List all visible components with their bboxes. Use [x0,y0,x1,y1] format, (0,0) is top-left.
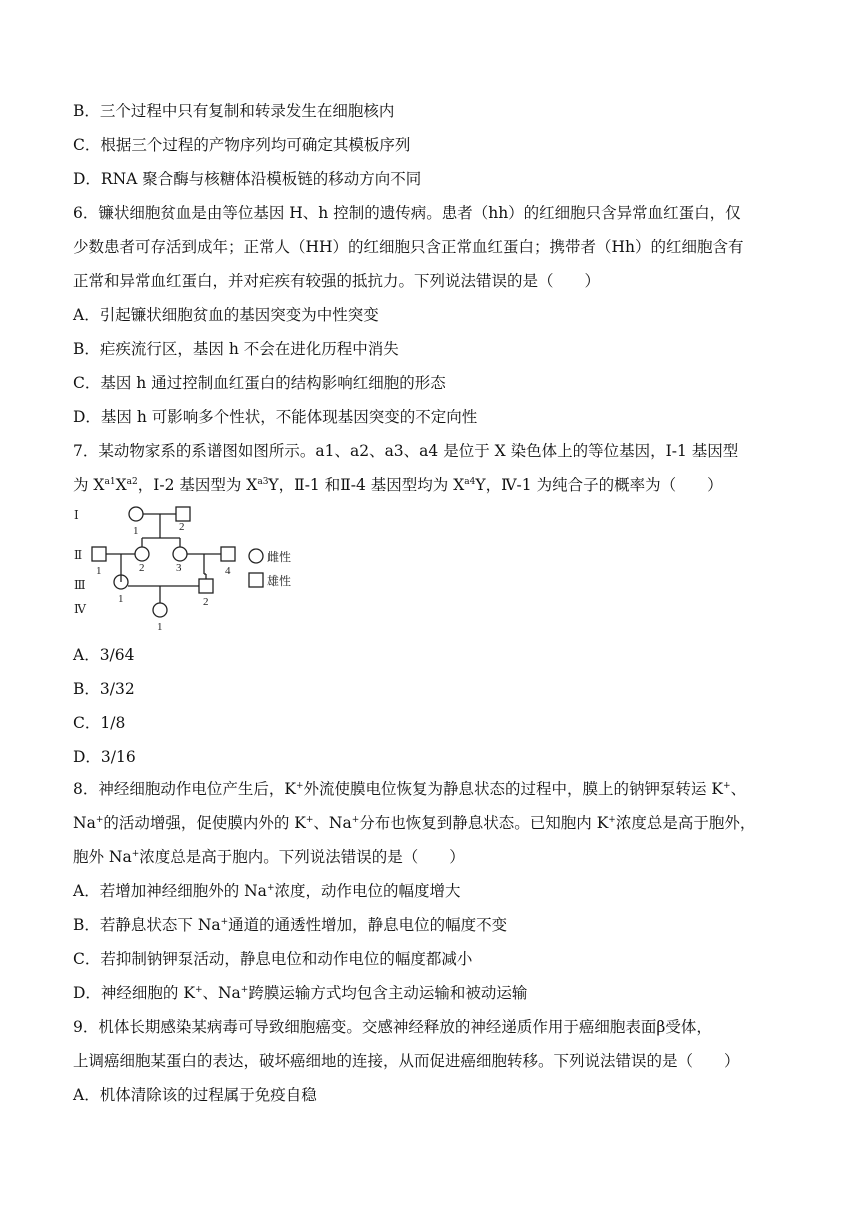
q8-stem-line3: 胞外 Na+浓度总是高于胞内。下列说法错误的是（ ） [73,848,465,866]
legend-male-symbol [249,573,263,587]
q7-option-a: A．3/64 [73,646,135,664]
pedigree-II-3-female [173,547,187,561]
q6-stem-line3: 正常和异常血红蛋白，并对疟疾有较强的抵抗力。下列说法错误的是（ ） [73,272,601,290]
q8-stem-line1: 8．神经细胞动作电位产生后，K+外流使膜电位恢复为静息状态的过程中，膜上的钠钾泵转运 K+、 [73,780,747,798]
svg-text:1: 1 [157,621,163,633]
gen-label-2: Ⅱ [74,548,83,562]
legend-female-label: 雌性 [267,550,292,564]
legend-female-symbol [249,549,263,563]
pedigree-II-4-male [221,547,235,561]
q6-option-d: D．基因 h 可影响多个性状，不能体现基因突变的不定向性 [73,408,478,426]
q7-stem-line2: 为 $X^{a1}X^{a2}$，Ⅰ-2 基因型为 $X^{a3}Y$，Ⅱ-1 和Ⅱ-4 基因型均为 $X^{a4}Y$，Ⅳ-1 为纯合子的概率为（ ） [73,476,723,494]
gen-label-1: Ⅰ [74,508,79,522]
pedigree-I-1-female [129,507,143,521]
pedigree-II-2-female [135,547,149,561]
q9-stem-line2: 上调癌细胞某蛋白的表达，破坏癌细地的连接，从而促进癌细胞转移。下列说法错误的是（ ） [73,1052,740,1070]
gen-label-4: Ⅳ [74,602,86,616]
svg-text:4: 4 [225,565,231,577]
gen-label-3: Ⅲ [74,578,86,592]
q8-option-d: D．神经细胞的 K+、Na+跨膜运输方式均包含主动运输和被动运输 [73,984,528,1002]
q5-option-d: D．RNA 聚合酶与核糖体沿模板链的移动方向不同 [73,170,422,188]
q8-option-b: B．若静息状态下 Na+通道的通透性增加，静息电位的幅度不变 [73,916,508,934]
svg-text:2: 2 [179,521,185,533]
q8-option-a: A．若增加神经细胞外的 Na+浓度，动作电位的幅度增大 [73,882,461,900]
pedigree-III-2-male [199,579,213,593]
svg-text:2: 2 [203,596,209,608]
svg-text:1: 1 [96,565,102,577]
legend-male-label: 雄性 [267,574,292,588]
svg-text:2: 2 [139,562,145,574]
q9-option-a: A．机体清除该的过程属于免疫自稳 [73,1086,317,1104]
q7-option-d: D．3/16 [73,748,136,766]
q9-stem-line1: 9．机体长期感染某病毒可导致细胞癌变。交感神经释放的神经递质作用于癌细胞表面β受体， [73,1018,712,1036]
q6-option-a: A．引起镰状细胞贫血的基因突变为中性突变 [73,306,379,324]
svg-text:3: 3 [176,562,182,574]
q6-stem-line1: 6．镰状细胞贫血是由等位基因 H、h 控制的遗传病。患者（hh）的红细胞只含异常血红蛋白，仅 [73,204,741,222]
q7-option-c: C．1/8 [73,714,126,732]
q5-option-b: B．三个过程中只有复制和转录发生在细胞核内 [73,102,395,120]
q6-stem-line2: 少数患者可存活到成年；正常人（HH）的红细胞只含正常血红蛋白；携带者（Hh）的红细胞含有 [73,238,744,256]
svg-text:1: 1 [118,593,124,605]
q7-stem-line1: 7．某动物家系的系谱图如图所示。a1、a2、a3、a4 是位于 X 染色体上的等位基因，Ⅰ-1 基因型 [73,442,739,460]
q8-option-c: C．若抑制钠钾泵活动，静息电位和动作电位的幅度都减小 [73,950,473,968]
q6-option-c: C．基因 h 通过控制血红蛋白的结构影响红细胞的形态 [73,374,446,392]
pedigree-I-2-male [176,507,190,521]
svg-text:1: 1 [133,525,139,537]
q6-option-b: B．疟疾流行区，基因 h 不会在进化历程中消失 [73,340,399,358]
q7-option-b: B．3/32 [73,680,135,698]
pedigree-II-1-male [92,547,106,561]
q8-stem-line2: Na+的活动增强，促使膜内外的 K+、Na+分布也恢复到静息状态。已知胞内 K+浓度总是高于胞外， [73,814,756,832]
pedigree-chart [68,500,328,636]
q5-option-c: C．根据三个过程的产物序列均可确定其模板序列 [73,136,411,154]
pedigree-IV-1-female [153,603,167,617]
